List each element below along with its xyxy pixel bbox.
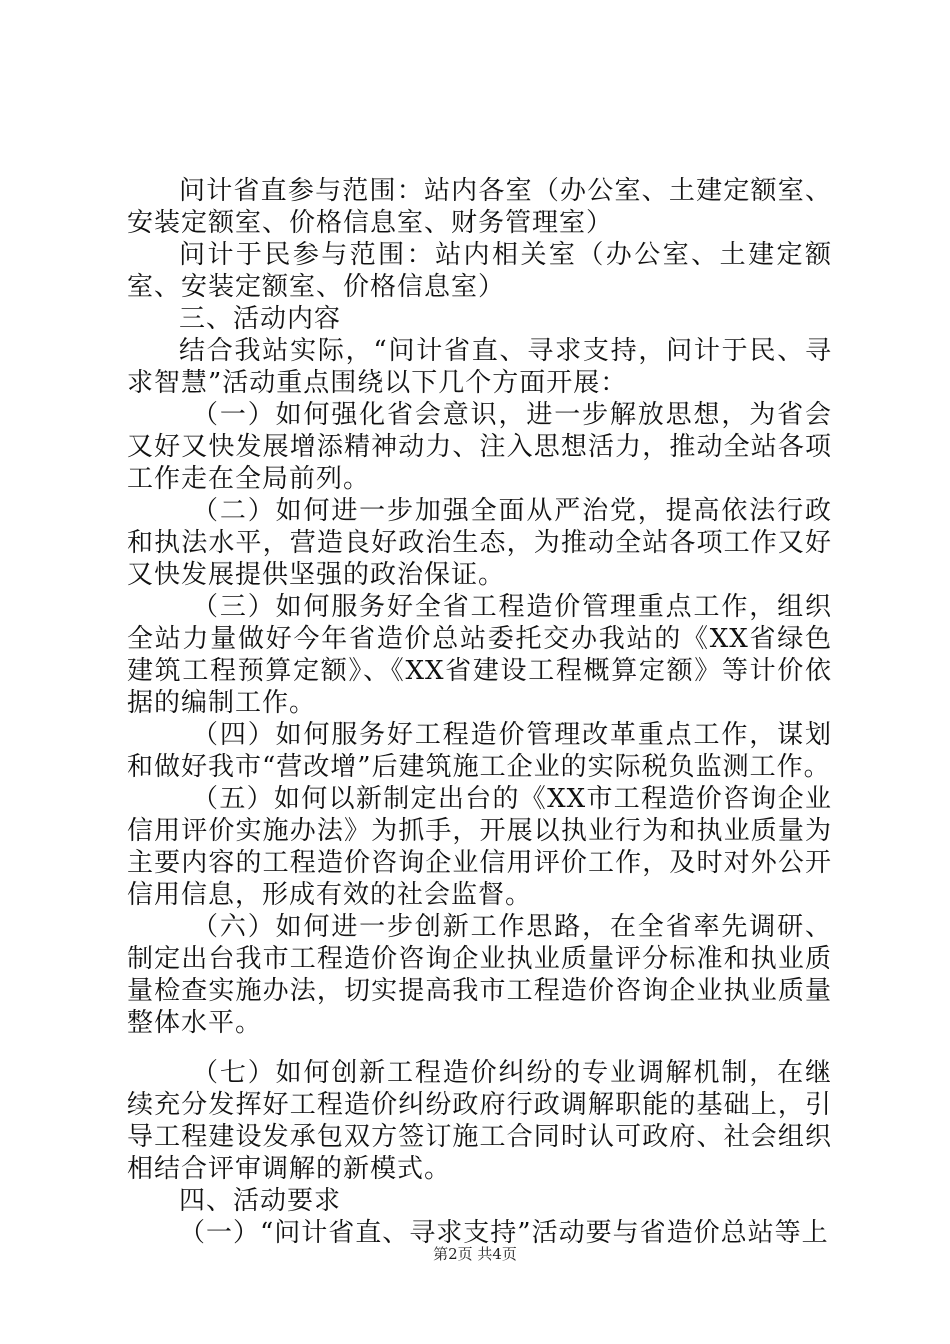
section-heading-activity-requirements: 四、活动要求 [179, 1186, 342, 1216]
section-heading-activity-content: 三、活动内容 [179, 304, 342, 334]
list-item-1: （一）如何强化省会意识，进一步解放思想，为省会又好又快发展增添精神动力、注入思想活力，推动全站各项工作走在全局前列。 [127, 400, 832, 494]
paragraph-requirement-1: （一）“问计省直、寻求支持”活动要与省造价总站等上 [179, 1218, 829, 1248]
list-item-5: （五）如何以新制定出台的《XX市工程造价咨询企业信用评价实施办法》为抓手，开展以执业行为和执业质量为主要内容的工程造价咨询企业信用评价工作，及时对外公开信用信息，形成有效的社会监督。 [127, 784, 832, 910]
document-body [127, 175, 832, 1249]
list-item-4: （四）如何服务好工程造价管理改革重点工作，谋划和做好我市“营改增”后建筑施工企业的实际税负监测工作。 [127, 720, 832, 782]
paragraph-intro: 结合我站实际，“问计省直、寻求支持，问计于民、寻求智慧”活动重点围绕以下几个方面开展： [127, 336, 832, 398]
list-item-3: （三）如何服务好全省工程造价管理重点工作，组织全站力量做好今年省造价总站委托交办我站的《XX省绿色建筑工程预算定额》、《XX省建设工程概算定额》等计价依据的编制工作。 [127, 592, 832, 718]
paragraph-scope-public: 问计于民参与范围：站内相关室（办公室、土建定额室、安装定额室、价格信息室） [127, 240, 832, 302]
list-item-2: （二）如何进一步加强全面从严治党，提高依法行政和执法水平，营造良好政治生态，为推动全站各项工作又好又快发展提供坚强的政治保证。 [127, 496, 832, 590]
list-item-7: （七）如何创新工程造价纠纷的专业调解机制，在继续充分发挥好工程造价纠纷政府行政调解职能的基础上，引导工程建设发承包双方签订施工合同时认可政府、社会组织相结合评审调解的新模式。 [127, 1058, 832, 1184]
paragraph-scope-provincial: 问计省直参与范围：站内各室（办公室、土建定额室、安装定额室、价格信息室、财务管理室） [127, 176, 832, 238]
page-footer: 第2页 共4页 [433, 1245, 517, 1263]
list-item-6: （六）如何进一步创新工作思路，在全省率先调研、制定出台我市工程造价咨询企业执业质量评分标准和执业质量检查实施办法，切实提高我市工程造价咨询企业执业质量整体水平。 [127, 912, 832, 1038]
